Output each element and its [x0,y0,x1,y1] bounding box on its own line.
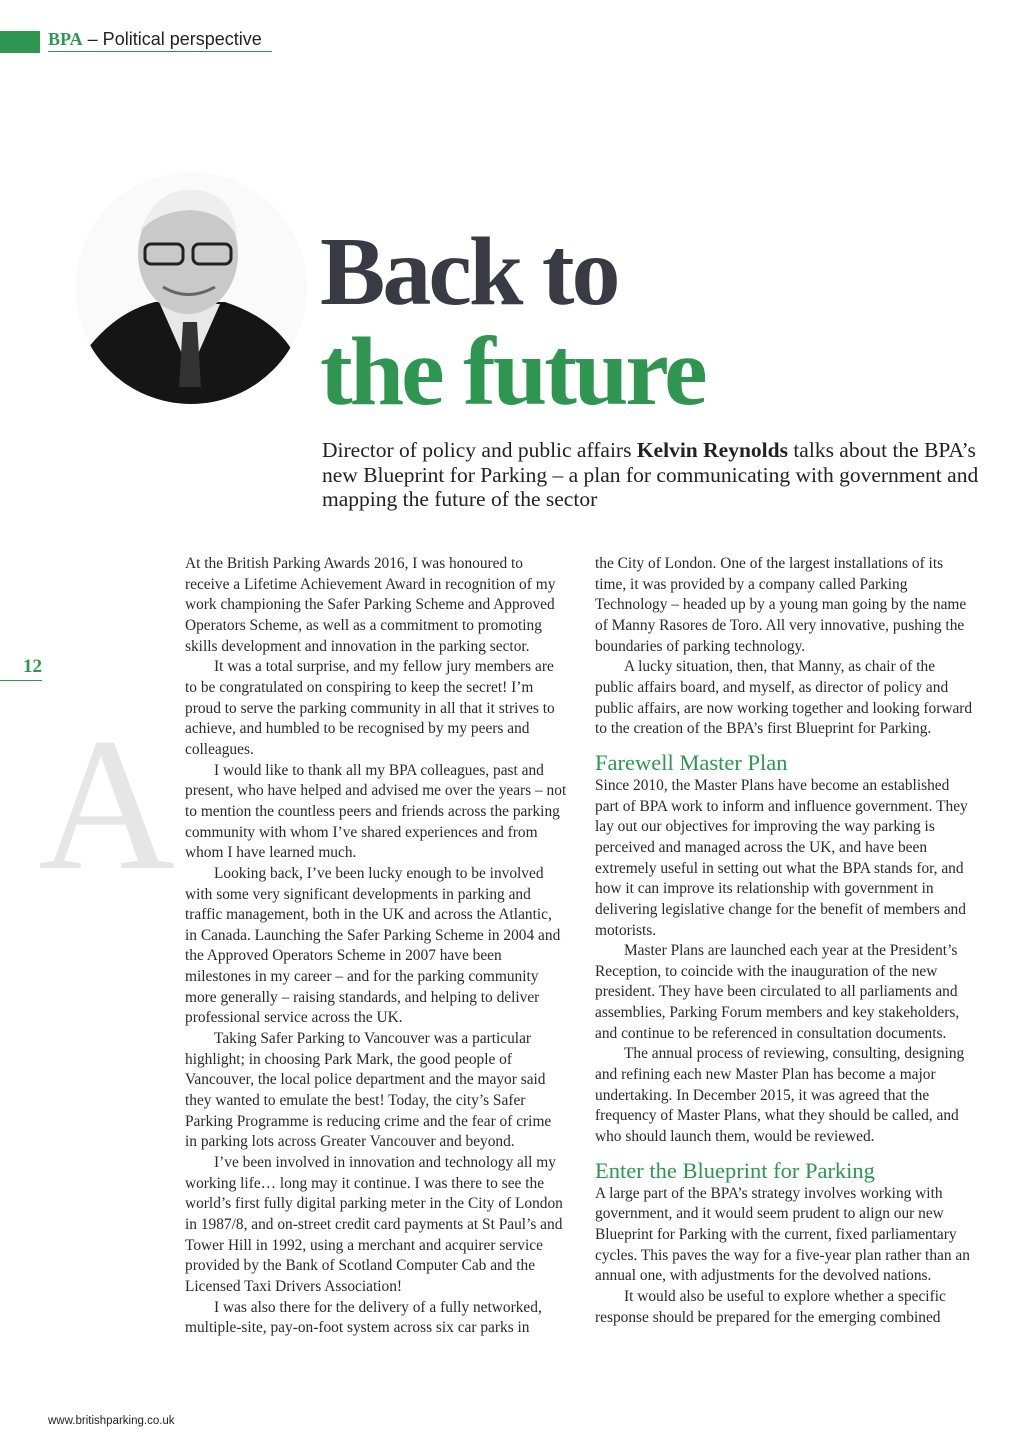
section-label: – Political perspective [82,29,262,49]
standfirst [322,438,982,512]
page-number: 12 [0,656,42,681]
paragraph: I’ve been involved in innovation and technology all my working life… long may it continue. I was there to see the world’s first fully digital parking meter in the City of London in 1987/8, and on-street credit card payments at St Paul’s and Tower Hill in 1992, using a merchant and acquirer service provided by the Bank of Scotland Computer Cab and the Licensed Taxi Drivers Association! [185,1154,563,1295]
paragraph: Master Plans are launched each year at the President’s Reception, to coincide with the inauguration of the new president. They have been circulated to all parliaments and assemblies, Parking Forum members and key stakeholders, and continue to be referenced in consultation documents. [595,942,960,1042]
brand-label: BPA [48,29,83,49]
paragraph: At the British Parking Awards 2016, I was honoured to receive a Lifetime Achievement Award in recognition of my work championing the Safer Parking Scheme and Approved Operators Scheme, as well as a commitment to promoting skills development and innovation in the parking sector. [185,555,556,655]
standfirst-text: talks about the BPA’s new Blueprint for Parking – a plan for communicating with government and mapping the future of the sector [322,438,979,511]
paragraph: It was a total surprise, and my fellow jury members are to be congratulated on conspiring to keep the secret! I’m proud to serve the parking community in all that it strives to achieve, and humbled to be recognised by my peers and colleagues. [185,658,555,758]
title-line-2: the future [320,318,705,426]
footer-url: www.britishparking.co.uk [48,1415,175,1427]
author-photo [75,172,307,404]
article-title [320,218,705,426]
paragraph: the City of London. One of the largest installations of its time, it was provided by a company called Parking Technology – headed up by a young man going by the name of Manny Rasores de Toro. All very innovative, pushing the boundaries of parking technology. [595,555,967,655]
standfirst-text: Director of policy and public affairs [322,438,637,462]
paragraph: The annual process of reviewing, consulting, designing and refining each new Master Plan has become a major undertaking. In December 2015, it was agreed that the frequency of Master Plans, what they should be called, and who should launch them, would be reviewed. [595,1045,965,1146]
header-accent-bar [0,31,40,53]
paragraph: Looking back, I’ve been lucky enough to be involved with some very significant developments in parking and traffic management, both in the UK and across the Atlantic, in Canada. Launching the Safer Parking Scheme in 2004 and the Approved Operators Scheme in 2007 have been milestones in my career – and for the parking community more generally – raising standards, and helping to deliver professional service across the UK. [185,864,561,1027]
subheading-enter-blueprint: Enter the Blueprint for Parking [595,1157,875,1183]
drop-cap: A [38,720,176,890]
subheading-farewell-master-plan: Farewell Master Plan [595,749,788,775]
paragraph: I would like to thank all my BPA colleagues, past and present, who have helped and advised me over the years – not to mention the countless peers and friends across the parking community with whom I’ve shared experiences and from whom I have learned much. [185,761,567,862]
paragraph: Taking Safer Parking to Vancouver was a particular highlight; in choosing Park Mark, the good people of Vancouver, the local police department and the mayor said they wanted to emulate the best! Today, the city’s Safer Parking Programme is reducing crime and the fear of crime in parking lots across Greater Vancouver and beyond. [185,1030,552,1151]
paragraph: A lucky situation, then, that Manny, as chair of the public affairs board, and myself, as director of policy and public affairs, are now working together and looking forward to the creation of the BPA’s first Blueprint for Parking. [595,658,973,738]
paragraph: I was also there for the delivery of a fully networked, multiple-site, pay-on-foot system across six car parks in [185,1298,542,1337]
section-header [48,29,272,52]
paragraph: Since 2010, the Master Plans have become an established part of BPA work to inform and influence government. They lay out our objectives for improving the way parking is perceived and managed across the UK, and have been extremely useful in setting out what the BPA stands for, and how it can improve its relationship with government in delivering legislative change for the benefit of members and motorists. [595,776,968,939]
author-name: Kelvin Reynolds [636,438,788,462]
body-column-2 [595,554,977,1328]
paragraph: A large part of the BPA’s strategy involves working with government, and it would seem prudent to align our new Blueprint for Parking with the current, fixed parliamentary cycles. This paves the way for a five-year plan rather than an annual one, with adjustments for the devolved nations. [595,1184,970,1285]
body-column-1 [185,554,567,1339]
paragraph: It would also be useful to explore whether a specific response should be prepared for the emerging combined [595,1288,946,1326]
title-line-1: Back to [320,218,618,326]
